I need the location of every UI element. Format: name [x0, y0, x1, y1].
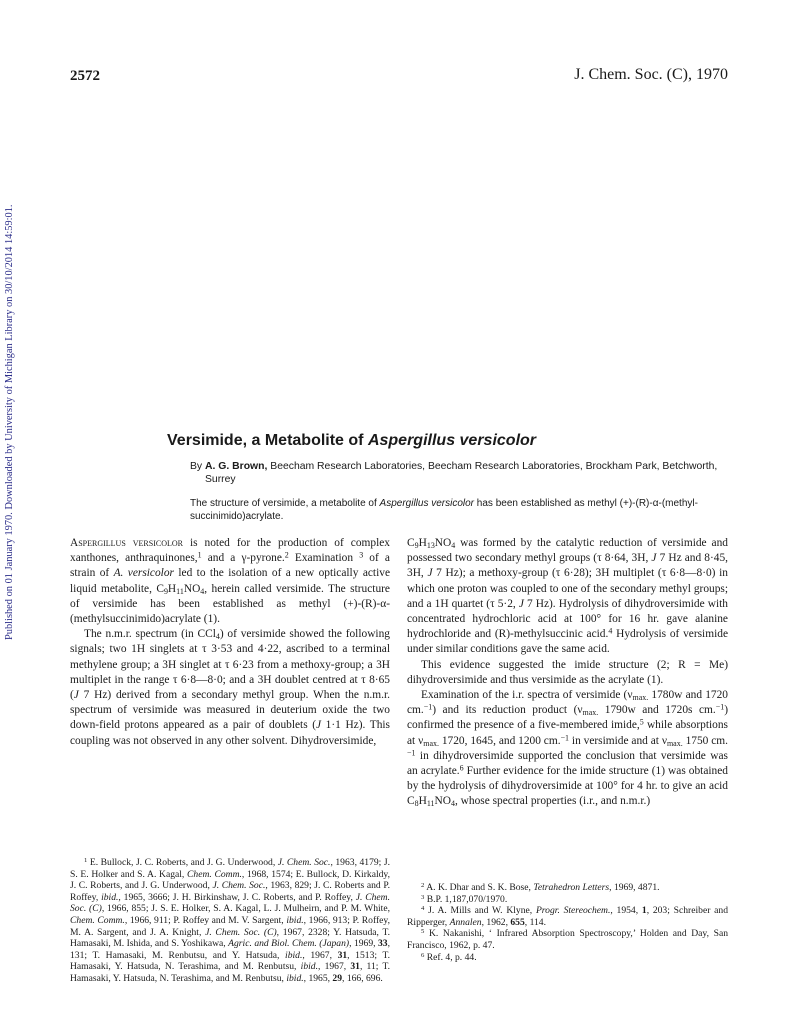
article-title: Versimide, a Metabolite of Aspergillus versicolor [167, 432, 537, 449]
abstract: The structure of versimide, a metabolite of Aspergillus versicolor has been established as methyl (+)-(R)-α-(methyl-succinimido)acrylate. [190, 498, 698, 522]
footnote: $^2$ A. K. Dhar and S. K. Bose, Tetrahedron Letters, 1969, 4871. [421, 881, 660, 893]
journal-header: J. Chem. Soc. (C), 1970 [574, 66, 728, 83]
author-name: A. G. Brown, [205, 461, 268, 472]
footnote: $^3$ B.P. 1,187,070/1970. [421, 893, 508, 905]
body-column-right [407, 536, 728, 810]
footnote: $^4$ J. A. Mills and W. Klyne, Progr. Stereochem., 1954, 1, 203; Schreiber and Ripperger, Annalen, 1962, 655, 114. [407, 905, 729, 928]
footnotes-left [70, 857, 390, 985]
footnote: $^6$ Ref. 4, p. 44. [421, 951, 477, 963]
paragraph: Aspergillus versicolor is noted for the production of complex xanthones, anthraquinones,$^1$ and a γ-pyrone.$^2$ Examination $^3$ of a strain of A. versicolor led to the isolation of a new optically active liquid metabolite, $C_9H_{11}NO_4$, herein called versimide. The structure of versimide has been established as methyl (+)-(R)-α-(methylsuccinimido)acrylate (1). [70, 537, 391, 626]
paragraph: This evidence suggested the imide structure (2; R = Me) dihydroversimide and thus versimide as the acrylate (1). [407, 658, 728, 686]
download-notice[interactable]: Published on 01 January 1970. Downloaded by University of Michigan Library on 30/10/2014 14:59:01. [4, 204, 15, 640]
paragraph: Examination of the i.r. spectra of versimide ($\nu_{max.}$ 1780w and 1720 cm.$^{-1}$) and its reduction product ($\nu_{max.}$ 1790w and 1720s cm.$^{-1}$) confirmed the presence of a five-membered imide,$^5$ while absorptions at $\nu_{max.}$ 1720, 1645, and 1200 cm.$^{-1}$ in versimide and at $\nu_{max.}$ 1750 cm.$^{-1}$ in dihydroversimide supported the conclusion that versimide was an acrylate.$^6$ Further evidence for the imide structure (1) was obtained by the hydrolysis of dihydroversimide at 100° for 4 hr. to give an acid $C_8H_{11}NO_4$, whose spectral properties (i.r., and n.m.r.) [407, 689, 729, 809]
affiliation: Beecham Research Laboratories, Beecham Research Laboratories, Brockham Park, Betchworth, Surrey [205, 461, 718, 485]
paragraph: $C_9H_{13}NO_4$ was formed by the catalytic reduction of versimide and possessed two secondary methyl groups (τ 8·64, 3H, J 7 Hz and 8·45, 3H, J 7 Hz); a methoxy-group (τ 6·28); 3H multiplet (τ 6·8—8·0) in which one proton was coupled to one of the secondary methyl groups; and a 1H quartet (τ 5·2, J 7 Hz). Hydrolysis of dihydroversimide with concentrated hydrochloric acid at 100° for 16 hr. gave alanine hydrochloride and (R)-methylsuccinic acid.$^4$ Hydrolysis of versimide under similar conditions gave the same acid. [407, 537, 728, 656]
page-number: 2572 [70, 68, 100, 84]
body-column-left [70, 536, 390, 749]
footnote: $^5$ K. Nakanishi, ‘ Infrared Absorption Spectroscopy,’ Holden and Day, San Francisco, 1962, p. 47. [407, 928, 728, 951]
footnote: $^1$ E. Bullock, J. C. Roberts, and J. G. Underwood, J. Chem. Soc., 1963, 4179; J. S. E. Holker and S. A. Kagal, Chem. Comm., 1968, 1574; E. Bullock, D. Kirkaldy, J. C. Roberts, and J. G. Underwood, J. Chem. Soc., 1963, 829; J. C. Roberts and P. Roffey, ibid., 1965, 3666; J. H. Birkinshaw, J. C. Roberts, and P. Roffey, J. Chem. Soc. (C), 1966, 855; J. S. E. Holker, S. A. Kagal, L. J. Mulheirn, and P. M. White, Chem. Comm., 1966, 911; P. Roffey and M. V. Sargent, ibid., 1966, 913; P. Roffey, M. A. Sargent, and J. A. Knight, J. Chem. Soc. (C), 1967, 2328; Y. Hatsuda, T. Hamasaki, M. Ishida, and S. Yoshikawa, Agric. and Biol. Chem. (Japan), 1969, 33, 131; T. Hamasaki, M. Renbutsu, and Y. Hatsuda, ibid., 1967, 31, 1513; T. Hamasaki, Y. Hatsuda, N. Terashima, and M. Renbutsu, ibid., 1967, 31, 11; T. Hamasaki, Y. Hatsuda, N. Terashima, and M. Renbutsu, ibid., 1965, 29, 166, 696. [70, 856, 391, 984]
paragraph: The n.m.r. spectrum (in CCl$_4$) of versimide showed the following signals; two 1H singlets at τ 3·53 and 4·22, ascribed to a terminal methylene group; a 3H singlet at τ 6·23 from a methoxy-group; a 3H multiplet in the range τ 6·8—8·0; and a 3H doublet centred at τ 8·65 (J 7 Hz) derived from a secondary methyl group. When the n.m.r. spectrum of versimide was measured in deuterium oxide the two down-field protons appeared as a pair of doublets (J 1·1 Hz). This coupling was not observed in any other solvent. Dihydroversimide, [70, 628, 390, 747]
footnotes-right [407, 882, 728, 963]
byline: By A. G. Brown, Beecham Research Laboratories, Beecham Research Laboratories, Brockham Park, Betchworth, Surrey [190, 461, 718, 485]
